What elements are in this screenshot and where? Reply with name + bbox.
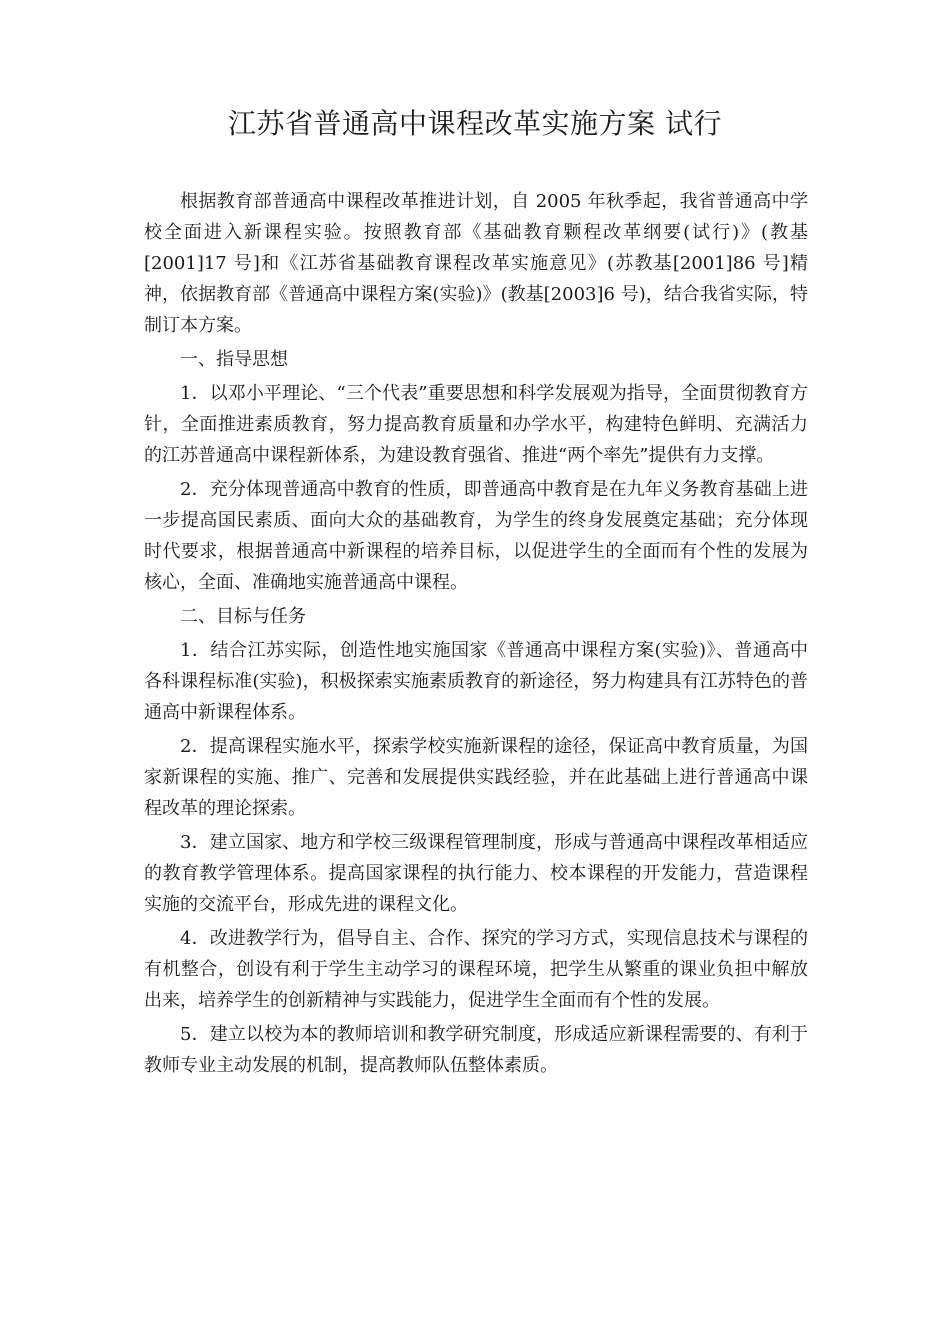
paragraph-goal-2: 2．提高课程实施水平，探索学校实施新课程的途径，保证高中教育质量，为国家新课程的实施、推广、完善和发展提供实践经验，并在此基础上进行普通高中课程改革的理论探索。 [144, 736, 808, 819]
section-heading-goals-tasks: 二、目标与任务 [180, 606, 306, 627]
section-heading-guiding-ideology: 一、指导思想 [180, 349, 288, 370]
paragraph-guiding-1: 1．以邓小平理论、“三个代表”重要思想和科学发展观为指导，全面贯彻教育方针，全面推进素质教育，努力提高教育质量和办学水平，构建特色鲜明、充满活力的江苏普通高中课程新体系，为建设教育强省、推进“两个率先”提供有力支撑。 [144, 383, 808, 466]
paragraph-goal-4: 4．改进教学行为，倡导自主、合作、探究的学习方式，实现信息技术与课程的有机整合，创设有利于学生主动学习的课程环境，把学生从繁重的课业负担中解放出来，培养学生的创新精神与实践能力，促进学生全面而有个性的发展。 [144, 928, 808, 1011]
document-body [144, 186, 808, 1084]
paragraph-goal-5: 5．建立以校为本的教师培训和教学研究制度，形成适应新课程需要的、有利于教师专业主动发展的机制，提高教师队伍整体素质。 [144, 1024, 808, 1076]
paragraph-guiding-2: 2．充分体现普通高中教育的性质，即普通高中教育是在九年义务教育基础上进一步提高国民素质、面向大众的基础教育，为学生的终身发展奠定基础；充分体现时代要求，根据普通高中新课程的培养目标，以促进学生的全面而有个性的发展为核心，全面、准确地实施普通高中课程。 [144, 479, 808, 593]
paragraph-goal-1: 1．结合江苏实际，创造性地实施国家《普通高中课程方案(实验)》、普通高中各科课程标准(实验)，积极探索实施素质教育的新途径，努力构建具有江苏特色的普通高中新课程体系。 [144, 640, 808, 723]
paragraph-goal-3: 3．建立国家、地方和学校三级课程管理制度，形成与普通高中课程改革相适应的教育教学管理体系。提高国家课程的执行能力、校本课程的开发能力，营造课程实施的交流平台，形成先进的课程文化。 [144, 832, 808, 915]
document-title: 江苏省普通高中课程改革实施方案 试行 [228, 107, 722, 140]
paragraph-intro: 根据教育部普通高中课程改革推进计划，自 2005 年秋季起，我省普通高中学校全面进入新课程实验。按照教育部《基础教育颗程改革纲要(试行)》(教基[2001]17 号]和《江苏省基础教育课程改革实施意见》(苏教基[2001]86 号]精神，依据教育部《普通高中课程方案(实验)》(教基[2003]6 号)，结合我省实际，特制订本方案。 [144, 191, 808, 336]
